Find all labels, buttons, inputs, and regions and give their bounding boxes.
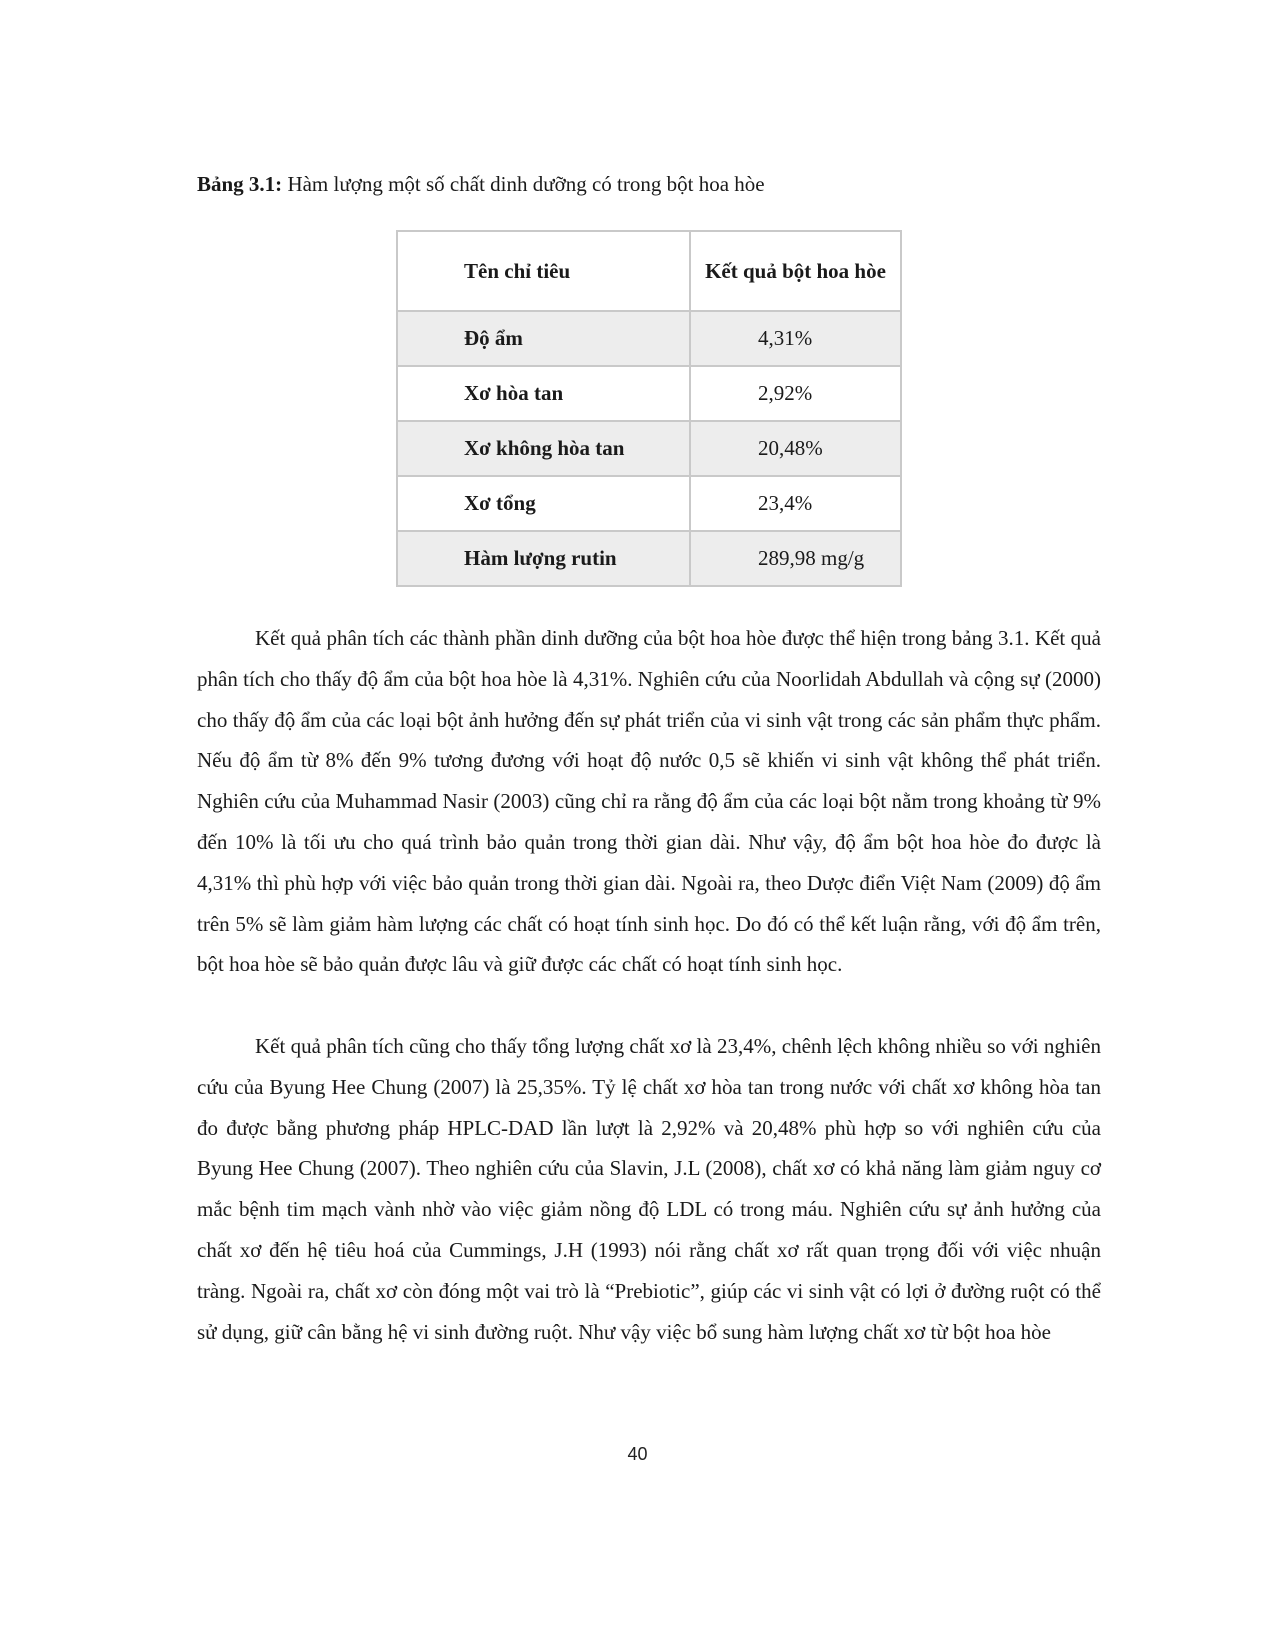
- table-cell-value: 289,98 mg/g: [690, 531, 901, 586]
- table-cell-name: Xơ tổng: [397, 476, 690, 531]
- table-caption-text: Hàm lượng một số chất dinh dưỡng có trong bột hoa hòe: [282, 172, 765, 196]
- table-header-result: Kết quả bột hoa hòe: [690, 231, 901, 311]
- table-header-row: [397, 231, 901, 311]
- table-row: [397, 311, 901, 366]
- table-cell-value: 20,48%: [690, 421, 901, 476]
- table-caption-label: Bảng 3.1:: [197, 172, 283, 196]
- table-cell-name: Xơ không hòa tan: [397, 421, 690, 476]
- table-row: [397, 531, 901, 586]
- nutrient-table: [396, 230, 902, 587]
- table-cell-name: Hàm lượng rutin: [397, 531, 690, 586]
- table-caption: [197, 170, 765, 198]
- paragraph-moisture: [197, 618, 1101, 985]
- table-cell-value: 2,92%: [690, 366, 901, 421]
- table-row: [397, 421, 901, 476]
- table-row: [397, 366, 901, 421]
- table-header-indicator: Tên chỉ tiêu: [397, 231, 690, 311]
- table-cell-value: 23,4%: [690, 476, 901, 531]
- table-row: [397, 476, 901, 531]
- table-cell-value: 4,31%: [690, 311, 901, 366]
- table-cell-name: Xơ hòa tan: [397, 366, 690, 421]
- paragraph-text: Kết quả phân tích các thành phần dinh dưỡng của bột hoa hòe được thể hiện trong bảng 3.1. Kết quả phân tích cho thấy độ ẩm của bột hoa hòe là 4,31%. Nghiên cứu của Noorlidah Abdullah và cộng sự (2000) cho thấy độ ẩm của các loại bột ảnh hưởng đến sự phát triển của vi sinh vật trong các sản phẩm thực phẩm. Nếu độ ẩm từ 8% đến 9% tương đương với hoạt độ nước 0,5 sẽ khiến vi sinh vật không thể phát triển. Nghiên cứu của Muhammad Nasir (2003) cũng chỉ ra rằng độ ẩm của các loại bột nằm trong khoảng từ 9% đến 10% là tối ưu cho quá trình bảo quản trong thời gian dài. Như vậy, độ ẩm bột hoa hòe đo được là 4,31% thì phù hợp với việc bảo quản trong thời gian dài. Ngoài ra, theo Dược điển Việt Nam (2009) độ ẩm trên 5% sẽ làm giảm hàm lượng các chất có hoạt tính sinh học. Do đó có thể kết luận rằng, với độ ẩm trên, bột hoa hòe sẽ bảo quản được lâu và giữ được các chất có hoạt tính sinh học.: [197, 626, 1101, 977]
- page-number: 40: [627, 1444, 648, 1464]
- paragraph-fiber: [197, 1026, 1101, 1352]
- table-cell-name: Độ ẩm: [397, 311, 690, 366]
- paragraph-text: Kết quả phân tích cũng cho thấy tổng lượng chất xơ là 23,4%, chênh lệch không nhiều so với nghiên cứu của Byung Hee Chung (2007) là 25,35%. Tỷ lệ chất xơ hòa tan trong nước với chất xơ không hòa tan đo được bằng phương pháp HPLC-DAD lần lượt là 2,92% và 20,48% phù hợp so với nghiên cứu của Byung Hee Chung (2007). Theo nghiên cứu của Slavin, J.L (2008), chất xơ có khả năng làm giảm nguy cơ mắc bệnh tim mạch vành nhờ vào việc giảm nồng độ LDL có trong máu. Nghiên cứu sự ảnh hưởng của chất xơ đến hệ tiêu hoá của Cummings, J.H (1993) nói rằng chất xơ rất quan trọng đối với việc nhuận tràng. Ngoài ra, chất xơ còn đóng một vai trò là “Prebiotic”, giúp các vi sinh vật có lợi ở đường ruột có thể sử dụng, giữ cân bằng hệ vi sinh đường ruột. Như vậy việc bổ sung hàm lượng chất xơ từ bột hoa hòe: [197, 1034, 1101, 1344]
